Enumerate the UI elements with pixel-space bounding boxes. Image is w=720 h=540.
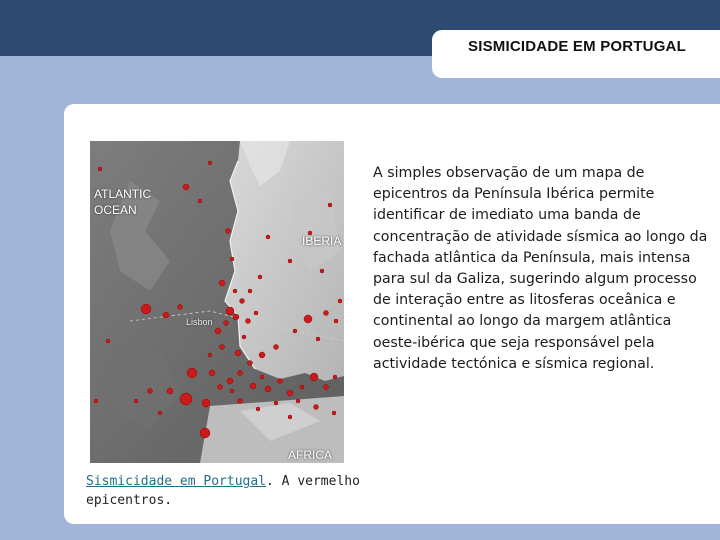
caption-text: . A vermelho epicentros. xyxy=(86,474,360,508)
seismicity-map xyxy=(90,141,344,463)
map-label-lisbon: Lisbon xyxy=(186,317,213,327)
map-label-iberia: IBERIA xyxy=(302,234,342,248)
caption-link[interactable]: Sismicidade em Portugal xyxy=(86,474,267,489)
map-label-africa: AFRICA xyxy=(288,448,333,462)
map-label-ocean: OCEAN xyxy=(94,203,137,217)
map-caption xyxy=(86,472,366,510)
title-tab xyxy=(432,30,720,78)
iberia-landmass xyxy=(225,141,344,381)
map-label-atlantic: ATLANTIC xyxy=(94,187,152,201)
slide-body-text: A simples observação de um mapa de epicentros da Península Ibérica permite identificar de imediato uma banda de concentração de atividade sísmica ao longo da fachada atlântica da Península, mais intensa para sul da Galiza, sugerindo algum processo de interação entre as litosferas oceânica e continental ao longo da margem atlântica oeste-ibérica que seja responsável pela actividade tectónica e sísmica regional. xyxy=(373,165,708,372)
slide-title: SISMICIDADE EM PORTUGAL xyxy=(468,38,686,55)
